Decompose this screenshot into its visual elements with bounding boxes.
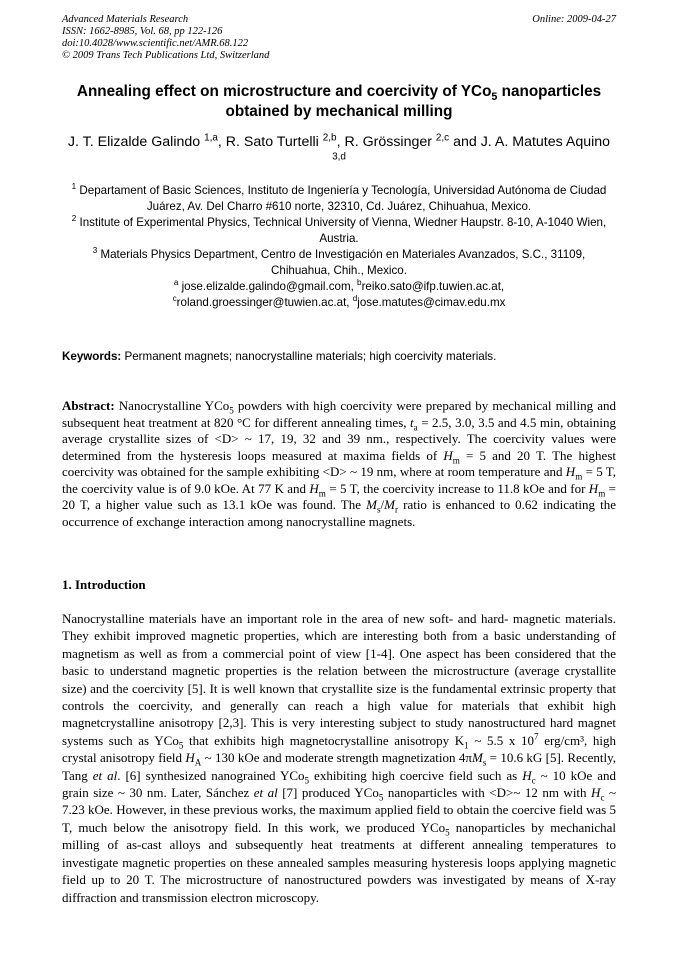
- body-text: = 10.6 kG [5]. Recently, Tang: [62, 750, 616, 783]
- body-text: nanoparticles by mechanichal milling of as-cast alloys and subsequently heat treatments at different annealing temperatures to investigate magnetic properties on these annealed samples measuring hysteresis loops applying magnetic field up to 20 T. The microstructure of nanostructured powders was investigated by means of X-ray diffraction and transmission electron microscopy.: [62, 819, 616, 905]
- journal-header: [62, 14, 616, 62]
- email-link[interactable]: jose.matutes@cimav.edu.mx: [357, 296, 506, 309]
- abstract-symbol: M: [384, 497, 395, 512]
- body-sub: 5: [445, 827, 450, 838]
- author-list: [62, 133, 616, 171]
- abstract-symbol: t: [410, 414, 414, 430]
- author-affil-mark: 2,c: [435, 132, 450, 144]
- body-text: . [6] synthesized nanograined YCo: [117, 767, 305, 783]
- body-symbol: M: [471, 750, 483, 766]
- body-text: ~ 7.23 kOe. However, in these previous works, the maximum applied field to obtain the coercive field was 5 T, much below the anisotropy field. In this work, we produced YCo: [62, 785, 617, 835]
- abstract-symbol: M: [366, 497, 377, 512]
- abstract-sub: m: [452, 455, 460, 466]
- email-mark: c: [172, 294, 177, 304]
- abstract-symbol: H: [588, 480, 599, 496]
- abstract-sub: m: [575, 471, 583, 482]
- body-text: ~ 10 kOe and grain size ~ 30 nm. Later, Sánchez: [62, 767, 617, 801]
- email-link[interactable]: jose.elizalde.galindo@gmail.com,: [178, 280, 358, 293]
- body-sub: 5: [178, 740, 184, 751]
- affiliations: [62, 183, 616, 279]
- title-text-end: nanoparticles obtained by mechanical milling: [225, 83, 602, 120]
- affiliation-1: [62, 183, 616, 215]
- abstract-sub: r: [394, 504, 399, 515]
- email-mark: a: [173, 278, 179, 288]
- abstract-text: = 20 T, a higher value such as 13.1 kOe was found. The: [62, 480, 616, 512]
- abstract-text: = 2.5, 3.0, 3.5 and 4.5 min, obtaining average crystallite sizes of <D> ~ 17, 19, 32 and 39 nm., respectively. The coercivity values were determined from the hysteresis loops measured at maxima fields of: [62, 414, 616, 463]
- author-name: J. T. Elizalde Galindo: [67, 134, 205, 150]
- affiliation-text: Materials Physics Department, Centro de Investigación en Materiales Avanzados, S.C., 31109, Chihuahua, Chih., Mexico.: [97, 248, 586, 277]
- body-text: [7] produced YCo: [277, 785, 379, 801]
- copyright-line: © 2009 Trans Tech Publications Ltd, Switzerland: [62, 50, 270, 61]
- title-text: Annealing effect on microstructure and coercivity of YCo: [76, 83, 492, 100]
- body-text: ~ 5.5 x 10: [468, 732, 535, 748]
- body-text: erg/cm³, high crystal anisotropy field: [62, 732, 616, 766]
- title-subscript: 5: [491, 91, 498, 104]
- keywords: [62, 349, 616, 365]
- abstract-sub: a: [413, 422, 418, 433]
- body-symbol: H: [591, 785, 601, 801]
- body-text: Nanocrystalline materials have an important role in the area of new soft- and hard- magnetic materials. They exhibit improved magnetic properties, which are interesting both from a basic understanding of magnetism as well as from a commercial point of view [1-4]. One aspect has been considered that the basic to understand magnetic properties is the relation between the microstructure (average crystallite size) and the coercivity [5]. It is well known that crystallite size is the fundamental extrinsic property that controls the coercivity, and generally can reach a high value for materials that exhibit high magnetcrystalline anisotropy [2,3]. This is very interesting subject to study nanostructured hard magnet systems such as YCo: [62, 611, 616, 748]
- email-mark: d: [352, 294, 358, 304]
- keywords-label: Keywords:: [62, 350, 122, 363]
- abstract-symbol: H: [565, 464, 576, 479]
- body-sub: A: [194, 757, 202, 768]
- body-symbol: H: [185, 750, 195, 766]
- abstract-text: = 5 T, the coercivity increase to 11.8 kOe and for: [325, 480, 589, 496]
- abstract-text: = 5 and 20 T. The highest coercivity was obtained for the sample exhibiting <D> ~ 19 nm, where at room temperature and: [62, 447, 616, 479]
- affiliation-number: 1: [71, 182, 77, 192]
- affiliation-3: [62, 247, 616, 279]
- section-heading: 1. Introduction: [62, 577, 146, 592]
- abstract-text: /: [380, 497, 385, 512]
- online-date: Online: 2009-04-27: [532, 14, 616, 25]
- doi-line: doi:10.4028/www.scientific.net/AMR.68.122: [62, 38, 249, 49]
- abstract-sub: s: [376, 504, 381, 515]
- author-emails: [62, 279, 616, 311]
- email-link[interactable]: roland.groessinger@tuwien.ac.at,: [176, 296, 353, 309]
- abstract-text: powders with high coercivity were prepared by mechanical milling and subsequent heat treatment at 820 °C for different annealing times,: [62, 398, 616, 430]
- journal-name: Advanced Materials Research: [62, 14, 189, 25]
- email-link[interactable]: reiko.sato@ifp.tuwien.ac.at,: [361, 280, 505, 293]
- abstract-sub: m: [318, 488, 326, 499]
- affiliation-2: [62, 215, 616, 247]
- body-symbol: H: [522, 767, 532, 783]
- abstract-symbol: H: [309, 480, 319, 496]
- paper-title: [62, 82, 616, 122]
- abstract-sub: 5: [229, 405, 234, 416]
- body-sub: c: [531, 775, 536, 786]
- affiliation-number: 3: [92, 246, 98, 256]
- body-text: exhibiting high coercive field such as: [309, 767, 523, 783]
- abstract: [62, 398, 616, 530]
- email-mark: b: [357, 278, 362, 288]
- abstract-text: = 5 T, the coercivity value is of 9.0 kOe. At 77 K and: [62, 464, 617, 496]
- body-sup: 7: [534, 731, 539, 742]
- body-sub: 5: [304, 775, 310, 786]
- author-affil-mark: 1,a: [204, 132, 218, 144]
- body-text: ~ 130 kOe and moderate strength magnetization 4π: [201, 750, 472, 766]
- affiliation-text: Departament of Basic Sciences, Instituto de Ingeniería y Tecnología, Universidad Autónoma de Ciudad Juárez, Av. Del Charro #610 norte, 32310, Cd. Juárez, Chihuahua, Mexico.: [76, 184, 607, 213]
- issn-line: ISSN: 1662-8985, Vol. 68, pp 122-126: [62, 26, 223, 37]
- affiliation-text: Institute of Experimental Physics, Technical University of Vienna, Wiedner Haupstr. 8-10, A-1040 Wien, Austria.: [76, 216, 607, 245]
- abstract-label: Abstract:: [62, 398, 115, 413]
- affiliation-number: 2: [71, 214, 77, 224]
- author-name: , R. Sato Turtelli: [217, 134, 323, 150]
- abstract-symbol: H: [443, 447, 453, 463]
- author-affil-mark: 3,d: [332, 151, 346, 163]
- body-sub: s: [482, 757, 487, 768]
- body-sub: 1: [464, 740, 469, 751]
- abstract-text: Nanocrystalline YCo: [114, 398, 230, 413]
- body-italic: et al: [253, 785, 278, 801]
- intro-paragraph: [62, 610, 616, 906]
- abstract-sub: m: [598, 488, 606, 499]
- body-sub: 5: [378, 792, 384, 803]
- body-text: nanoparticles with <D>~ 12 nm with: [383, 785, 592, 801]
- body-italic: et al: [92, 767, 118, 783]
- body-sub: c: [600, 792, 605, 803]
- author-affil-mark: 2,b: [322, 132, 337, 144]
- abstract-text: ratio is enhanced to 0.62 indicating the occurrence of exchange interaction among nanocrystalline magnets.: [62, 497, 616, 529]
- author-name: and J. A. Matutes Aquino: [449, 134, 611, 150]
- author-name: , R. Grössinger: [336, 134, 436, 150]
- body-text: that exhibits high magnetocrystalline anisotropy K: [183, 732, 465, 748]
- keywords-text: Permanent magnets; nanocrystalline materials; high coercivity materials.: [121, 350, 497, 363]
